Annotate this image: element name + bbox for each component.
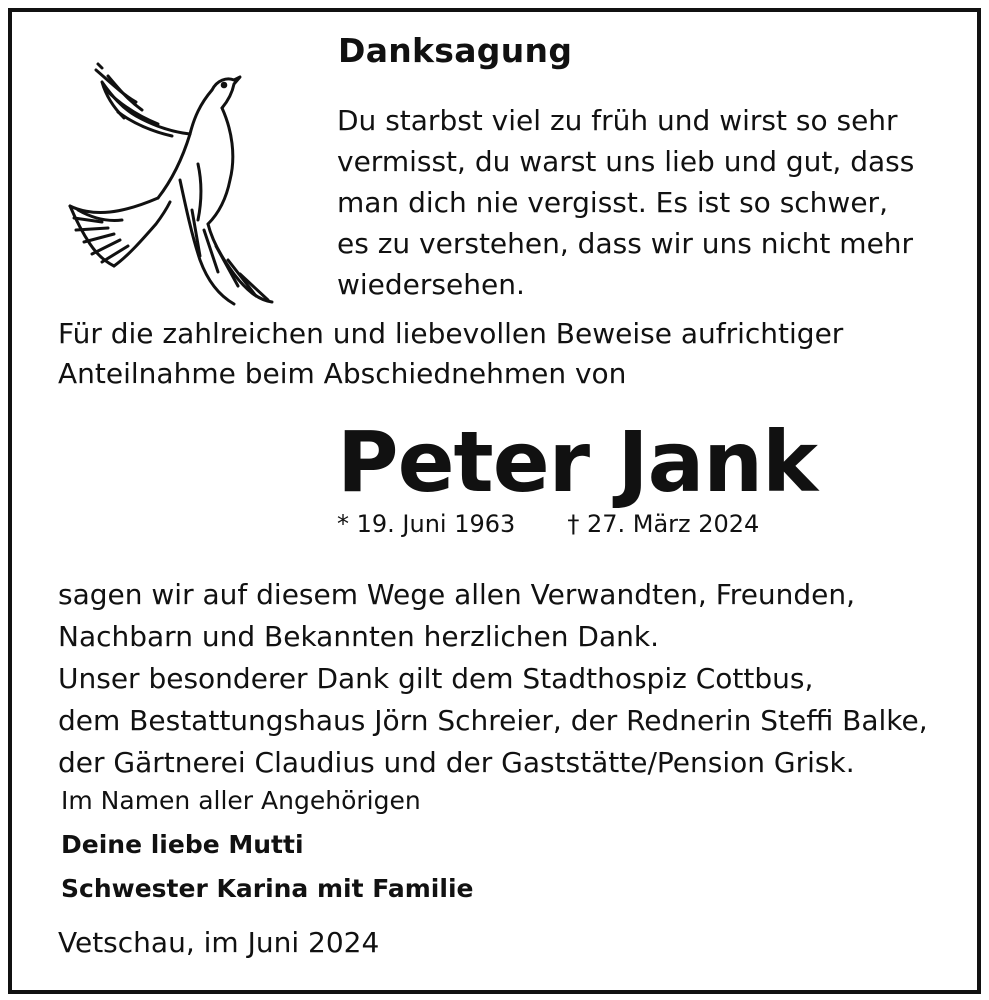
place-date: Vetschau, im Juni 2024 bbox=[58, 926, 380, 959]
thanks-text bbox=[58, 574, 928, 784]
signatory: Deine liebe Mutti bbox=[61, 830, 304, 859]
poem-line: vermisst, du warst uns lieb und gut, dass bbox=[337, 145, 915, 178]
poem-line: es zu verstehen, dass wir uns nicht mehr bbox=[337, 227, 914, 260]
poem-line: Du starbst viel zu früh und wirst so sehr bbox=[337, 104, 898, 137]
intro-line: Anteilnahme beim Abschiednehmen von bbox=[58, 357, 627, 390]
intro-text bbox=[58, 314, 843, 394]
thanks-line: der Gärtnerei Claudius und der Gaststätte/Pension Grisk. bbox=[58, 746, 855, 779]
thanks-line: Unser besonderer Dank gilt dem Stadthospiz Cottbus, bbox=[58, 662, 814, 695]
poem-verse bbox=[337, 100, 914, 305]
death-date: † 27. März 2024 bbox=[567, 510, 760, 538]
thanks-line: dem Bestattungshaus Jörn Schreier, der Rednerin Steffi Balke, bbox=[58, 704, 928, 737]
poem-line: man dich nie vergisst. Es ist so schwer, bbox=[337, 186, 888, 219]
dove-icon bbox=[62, 60, 294, 306]
deceased-name: Peter Jank bbox=[337, 413, 817, 511]
signatory: Schwester Karina mit Familie bbox=[61, 874, 474, 903]
poem-line: wiedersehen. bbox=[337, 268, 525, 301]
thanks-line: Nachbarn und Bekannten herzlichen Dank. bbox=[58, 620, 660, 653]
life-dates bbox=[337, 510, 759, 538]
intro-line: Für die zahlreichen und liebevollen Beweise aufrichtiger bbox=[58, 317, 844, 350]
birth-date: * 19. Juni 1963 bbox=[337, 510, 516, 538]
notice-title: Danksagung bbox=[338, 31, 573, 70]
signature-intro: Im Namen aller Angehörigen bbox=[61, 786, 421, 815]
thanks-line: sagen wir auf diesem Wege allen Verwandten, Freunden, bbox=[58, 578, 856, 611]
